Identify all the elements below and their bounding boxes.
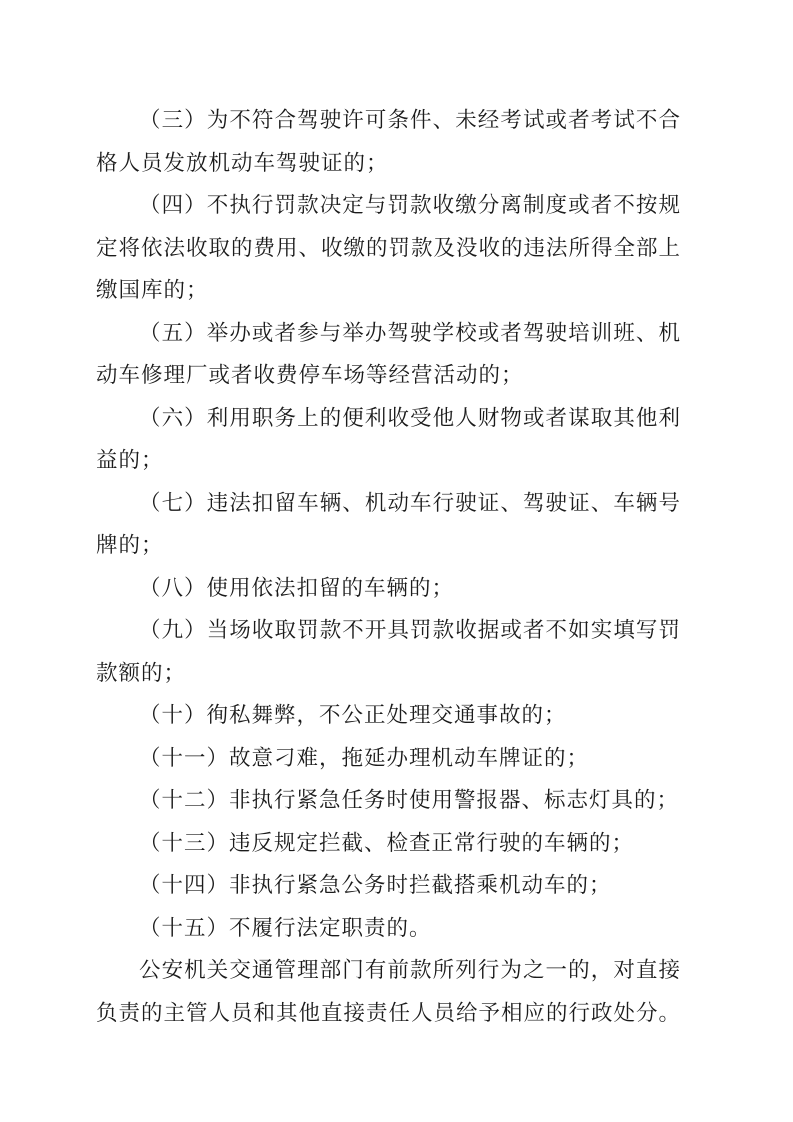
paragraph: （十一）故意刁难，拖延办理机动车牌证的； <box>139 745 590 770</box>
document-body <box>96 99 681 1034</box>
paragraph: （四）不执行罚款决定与罚款收缴分离制度或者不按规定将依法收取的费用、收缴的罚款及没收的违法所得全部上缴国库的； <box>96 193 682 302</box>
paragraph: （三）为不符合驾驶许可条件、未经考试或者考试不合格人员发放机动车驾驶证的； <box>96 108 681 175</box>
paragraph: （十五）不履行法定职责的。 <box>139 915 432 940</box>
paragraph: （十）徇私舞弊，不公正处理交通事故的； <box>139 703 567 727</box>
paragraph: （八）使用依法扣留的车辆的； <box>139 575 455 600</box>
paragraph: （十三）违反规定拦截、检查正常行驶的车辆的； <box>139 830 635 855</box>
paragraph: （五）举办或者参与举办驾驶学校或者驾驶培训班、机动车修理厂或者收费停车场等经营活动的； <box>96 320 681 387</box>
paragraph: （九）当场收取罚款不开具罚款收据或者不如实填写罚款额的； <box>96 618 681 685</box>
paragraph: 公安机关交通管理部门有前款所列行为之一的，对直接负责的主管人员和其他直接责任人员给予相应的行政处分。 <box>96 958 682 1025</box>
paragraph: （十二）非执行紧急任务时使用警报器、标志灯具的； <box>139 788 680 812</box>
paragraph: （十四）非执行紧急公务时拦截搭乘机动车的； <box>139 873 612 897</box>
paragraph: （六）利用职务上的便利收受他人财物或者谋取其他利益的； <box>96 405 681 472</box>
paragraph: （七）违法扣留车辆、机动车行驶证、驾驶证、车辆号牌的； <box>96 490 681 557</box>
